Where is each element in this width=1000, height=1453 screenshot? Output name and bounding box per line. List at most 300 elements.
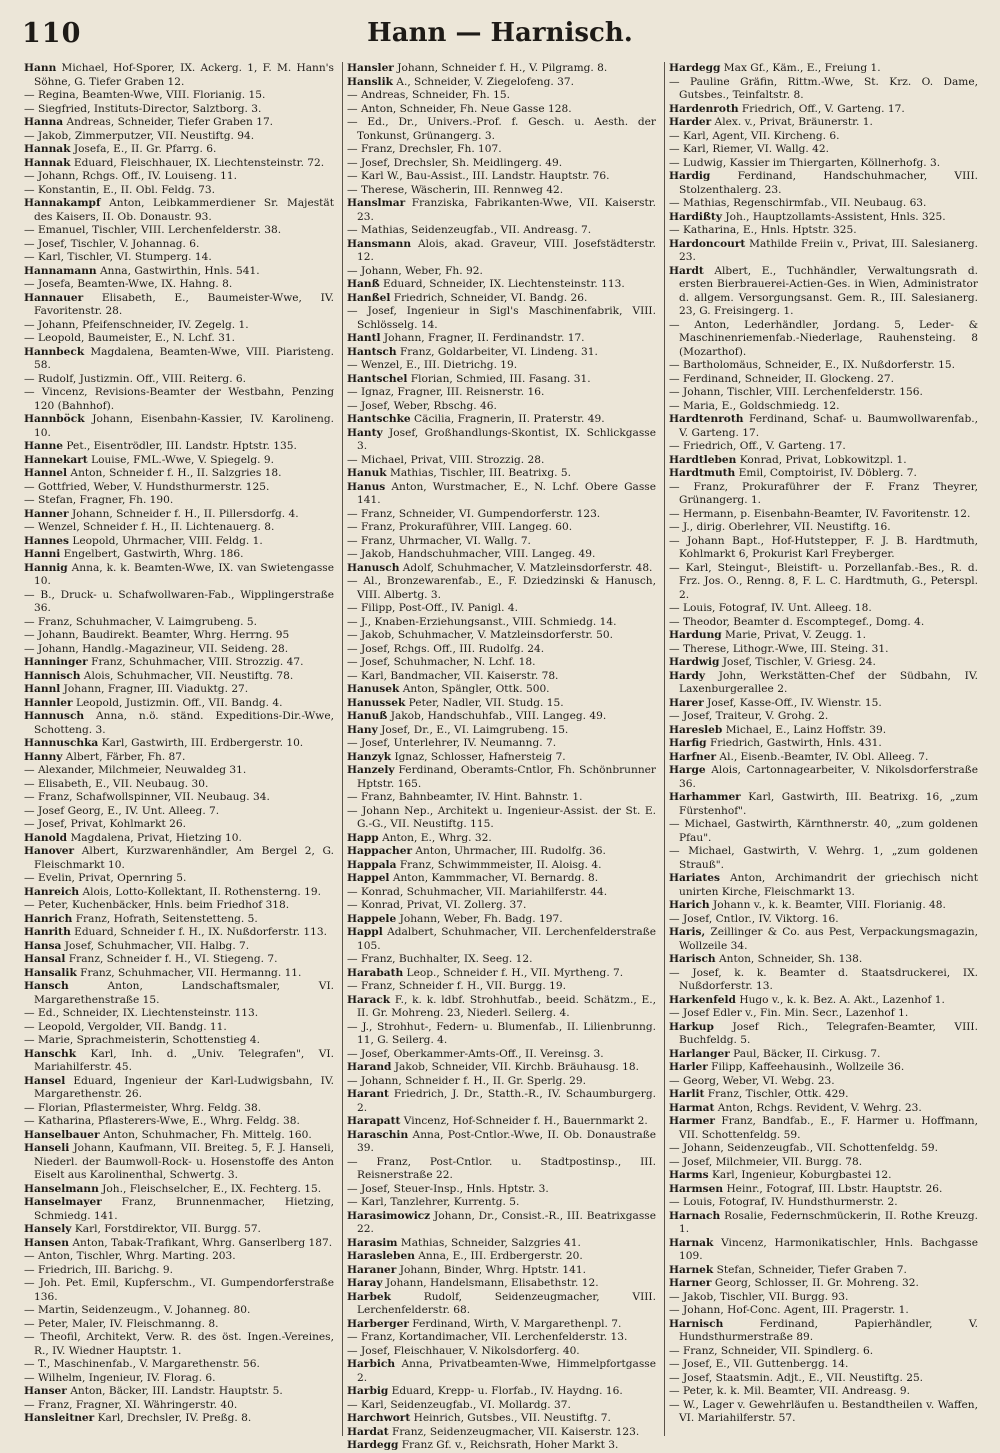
directory-entry: Harge Alois, Cartonnagearbeiter, V. Nikolsdorferstraße 36.	[669, 764, 978, 790]
entry-surname: Hanreich	[24, 885, 80, 898]
directory-entry: Hantl Johann, Fragner, II. Ferdinandstr. 17.	[347, 332, 585, 344]
directory-entry: Hansa Josef, Schuhmacher, VII. Halbg. 7.	[24, 939, 250, 952]
directory-entry: — Karl, Riemer, VI. Wallg. 42.	[669, 143, 829, 155]
page-header	[0, 0, 1000, 62]
directory-entry: — Karl, Seidenzeugfab., VI. Mollardg. 37.	[347, 1398, 571, 1411]
directory-entry: — Karl, Bandmacher, VII. Kaiserstr. 78.	[347, 669, 559, 682]
directory-entry: — Franz, Schneider f. H., VII. Burgg. 19.	[347, 980, 566, 992]
directory-entry: — Regina, Beamten-Wwe, VIII. Florianig. 15.	[24, 89, 266, 101]
page-number: 110	[22, 18, 82, 49]
entry-surname: Hannböck	[24, 413, 85, 425]
entry-surname: Hannekart	[24, 453, 88, 466]
entry-surname: Hardoncourt	[669, 237, 746, 250]
directory-entry: Harbek Rudolf, Seidenzeugmacher, VIII. Lerchenfelderstr. 68.	[347, 1290, 656, 1316]
directory-entry: — Georg, Weber, VI. Webg. 23.	[669, 1074, 835, 1087]
directory-entry: Happacher Anton, Uhrmacher, III. Rudolfg. 36.	[347, 845, 606, 857]
entry-surname: Haraschin	[347, 1128, 409, 1141]
entry-surname: Hansel	[24, 1074, 66, 1087]
directory-entry: Hanzyk Ignaz, Schlosser, Hafnersteig 7.	[347, 750, 566, 763]
directory-entry: — Franz, Schafwollspinner, VII. Neubaug. 34.	[24, 791, 270, 803]
entry-surname: Hanuk	[347, 467, 387, 479]
entry-surname: Hanover	[24, 845, 75, 857]
directory-entry: — Johann, Hof-Conc. Agent, III. Pragerstr. 1.	[669, 1304, 909, 1316]
running-head: Hann — Harnisch.	[367, 18, 633, 48]
entry-surname: Happala	[347, 858, 397, 871]
directory-entry: Harnisch Ferdinand, Papierhändler, V. Hundsthurmerstraße 89.	[669, 1317, 978, 1343]
entry-surname: Harasim	[347, 1236, 398, 1249]
entry-surname: Harkenfeld	[669, 993, 736, 1006]
entry-surname: Happl	[347, 926, 383, 938]
directory-entry: Harhammer Karl, Gastwirth, III. Beatrixg. 16, „zum Fürstenhof".	[669, 791, 978, 817]
directory-entry: — Johann, Weber, Fh. 92.	[347, 264, 483, 277]
directory-entry: — Ed., Dr., Univers.-Prof. f. Gesch. u. Aesth. der Tonkunst, Grünangerg. 3.	[347, 116, 656, 142]
directory-entry: — Johann, Schneider f. H., II. Gr. Sperlg. 29.	[347, 1074, 587, 1087]
directory-entry: — Bartholomäus, Schneider, E., IX. Nußdorferstr. 15.	[669, 359, 956, 371]
directory-entry: Harbig Eduard, Krepp- u. Florfab., IV. Haydng. 16.	[347, 1385, 623, 1397]
directory-entry: Hannler Leopold, Justizmin. Off., VII. Bandg. 4.	[24, 696, 283, 709]
directory-entry: Hannig Anna, k. k. Beamten-Wwe, IX. van Swietengasse 10.	[24, 561, 334, 587]
directory-entry: — Jakob, Zimmerputzer, VII. Neustiftg. 94.	[24, 129, 255, 142]
directory-entry: Harant Friedrich, J. Dr., Statth.-R., IV. Schaumburgerg. 2.	[347, 1088, 656, 1114]
directory-entry: — Martin, Seidenzeugm., V. Johanneg. 80.	[24, 1304, 251, 1316]
directory-entry: Hannak Eduard, Fleischhauer, IX. Liechtensteinstr. 72.	[24, 156, 325, 169]
directory-entry: Hardwig Josef, Tischler, V. Griesg. 24.	[669, 656, 876, 668]
directory-entry: Hany Josef, Dr., E., VI. Laimgrubeng. 15.	[347, 723, 569, 736]
entry-surname: Hanner	[24, 507, 69, 520]
directory-entry: Hannbeck Magdalena, Beamten-Wwe, VIII. Piaristeng. 58.	[24, 345, 334, 371]
directory-entry: Hansalik Franz, Schuhmacher, VII. Hermanng. 11.	[24, 966, 302, 979]
entry-surname: Hanslik	[347, 75, 393, 88]
directory-entry: Hansch Anton, Landschaftsmaler, VI. Margarethenstraße 15.	[24, 980, 334, 1006]
directory-entry: Harnak Vincenz, Harmonikatischler, Hnls. Bachgasse 109.	[669, 1236, 978, 1262]
entry-surname: Haraner	[347, 1263, 397, 1276]
entry-surname: Hansal	[24, 953, 66, 965]
directory-entry: — Josef, Staatsmin. Adjt., E., VII. Neustiftg. 25.	[669, 1371, 924, 1384]
entry-surname: Hannamann	[24, 264, 97, 277]
directory-entry: — Gottfried, Weber, V. Hundsthurmerstr. 125.	[24, 480, 270, 493]
entry-surname: Hardung	[669, 629, 722, 641]
entry-surname: Happ	[347, 831, 379, 844]
directory-entry: Happala Franz, Schwimmmeister, II. Aloisg. 4.	[347, 858, 602, 871]
entry-surname: Harder	[669, 116, 712, 128]
directory-entry: — Josef, Rchgs. Off., III. Rudolfg. 24.	[347, 642, 545, 655]
entry-surname: Hanold	[24, 831, 68, 844]
directory-entry: — Konrad, Privat, VI. Zollerg. 37.	[347, 899, 527, 911]
entry-surname: Hanser	[24, 1385, 67, 1397]
directory-entry: Hanni Engelbert, Gastwirth, Whrg. 186.	[24, 548, 244, 560]
directory-entry: Hardoncourt Mathilde Freiin v., Privat, III. Salesianerg. 23.	[669, 237, 978, 263]
directory-entry: Hardung Marie, Privat, V. Zeugg. 1.	[669, 629, 866, 641]
directory-entry: Hannekart Louise, FML.-Wwe, V. Spiegelg. 9.	[24, 453, 274, 466]
entry-surname: Harfig	[669, 737, 707, 749]
entry-surname: Harnek	[669, 1263, 714, 1276]
directory-entry: Hannuschka Karl, Gastwirth, III. Erdbergerstr. 10.	[24, 737, 304, 749]
directory-entry: — Franz, Bahnbeamter, IV. Hint. Bahnstr. 1.	[347, 791, 583, 803]
entry-surname: Harfner	[669, 750, 717, 763]
directory-entry: Hanuß Jakob, Handschuhfab., VIII. Langeg. 49.	[347, 710, 607, 722]
directory-entry: — Josef Edler v., Fin. Min. Secr., Lazenhof 1.	[669, 1007, 909, 1019]
entry-surname: Hanselmayer	[24, 1196, 102, 1208]
entry-surname: Hannusch	[24, 710, 85, 722]
entry-surname: Hanuß	[347, 710, 388, 722]
entry-surname: Hantschke	[347, 413, 411, 425]
directory-entry: — W., Lager v. Gewehrläufen u. Bestandtheilen v. Waffen, VI. Mariahilferstr. 57.	[669, 1398, 978, 1424]
directory-entry: Harchwort Heinrich, Gutsbes., VII. Neustiftg. 7.	[347, 1412, 611, 1424]
directory-entry: — Jakob, Handschuhmacher, VIII. Langeg. 49.	[347, 548, 596, 560]
directory-entry: — Leopold, Vergolder, VII. Bandg. 11.	[24, 1020, 227, 1033]
entry-surname: Hannel	[24, 467, 68, 479]
entry-surname: Harasimowicz	[347, 1209, 431, 1222]
directory-entry: — Therese, Lithogr.-Wwe, III. Steing. 31.	[669, 642, 889, 655]
directory-entry: — Stefan, Fragner, Fh. 190.	[24, 494, 174, 506]
directory-entry: Hanzely Ferdinand, Oberamts-Cntlor, Fh. Schönbrunner Hptstr. 165.	[347, 764, 656, 790]
directory-entry: — Louis, Fotograf, IV. Hundsthurmerstr. 2.	[669, 1196, 898, 1208]
directory-entry: — B., Druck- u. Schafwollwaren-Fab., Wipplingerstraße 36.	[24, 588, 334, 614]
entry-surname: Hanninger	[24, 656, 88, 668]
directory-entry: — Josef, Cntlor., IV. Viktorg. 16.	[669, 912, 839, 925]
directory-entry: — Josef, Ingenieur in Sigl's Maschinenfabrik, VIII. Schlösselg. 14.	[347, 305, 656, 331]
directory-entry: Harlanger Paul, Bäcker, II. Cirkusg. 7.	[669, 1047, 881, 1060]
directory-entry: Hannböck Johann, Eisenbahn-Kassier, IV. Karolineng. 10.	[24, 413, 334, 439]
entry-surname: Hansch	[24, 980, 69, 992]
directory-entry: — Josef, Drechsler, Sh. Meidlingerg. 49.	[347, 156, 563, 169]
directory-entry: Hanusek Anton, Spängler, Ottk. 500.	[347, 683, 550, 695]
directory-entry: — Franz, Prokuraführer, VIII. Langeg. 60.	[347, 521, 573, 533]
directory-entry: Hannauer Elisabeth, E., Baumeister-Wwe, IV. Favoritenstr. 28.	[24, 291, 334, 317]
directory-entry: Hannamann Anna, Gastwirthin, Hnls. 541.	[24, 264, 260, 277]
entry-surname: Hannuschka	[24, 737, 99, 749]
entry-surname: Harabath	[347, 966, 404, 979]
directory-entry: Hanreich Alois, Lotto-Kollektant, II. Rothensterng. 19.	[24, 885, 322, 898]
directory-entry: — Karl, Agent, VII. Kircheng. 6.	[669, 129, 840, 142]
directory-entry: — Karl, Steingut-, Bleistift- u. Porzellanfab.-Bes., R. d. Frz. Jos. O., Renng. 8, F. L. C. Hardtmuth, G., Peterspl. 2.	[669, 561, 978, 601]
entry-surname: Hansmann	[347, 237, 412, 250]
entry-surname: Harkup	[669, 1020, 714, 1033]
entry-surname: Hannakampf	[24, 197, 101, 209]
directory-entry: Harder Alex. v., Privat, Bräunerstr. 1.	[669, 116, 873, 128]
directory-entry: — Konstantin, E., II. Obl. Feldg. 73.	[24, 183, 215, 196]
directory-entry: Hansal Franz, Schneider f. H., VI. Stiegeng. 7.	[24, 953, 278, 965]
directory-entry: — Louis, Fotograf, IV. Unt. Alleeg. 18.	[669, 602, 872, 614]
directory-entry: — Josefa, Beamten-Wwe, IX. Hahng. 8.	[24, 278, 233, 290]
directory-entry: Haray Johann, Handelsmann, Elisabethstr. 12.	[347, 1277, 599, 1289]
directory-entry: — Josef, Traiteur, V. Grohg. 2.	[669, 710, 829, 722]
entry-surname: Hanrich	[24, 912, 73, 925]
directory-entry: Harand Jakob, Schneider, VII. Kirchb. Bräuhausg. 18.	[347, 1061, 640, 1073]
entry-surname: Harge	[669, 764, 706, 776]
directory-entry: Happ Anton, E., Whrg. 32.	[347, 831, 492, 844]
entry-surname: Hanusek	[347, 683, 400, 695]
directory-entry: — Ludwig, Kassier im Thiergarten, Köllnerhofg. 3.	[669, 156, 941, 169]
directory-entry: — Pauline Gräfin, Rittm.-Wwe, St. Krz. O. Dame, Gutsbes., Teinfaltstr. 8.	[669, 75, 978, 101]
entry-surname: Hansa	[24, 939, 62, 952]
directory-entry: — Wenzel, E., III. Dietrichg. 19.	[347, 359, 518, 371]
directory-entry: — Anton, Schneider, Fh. Neue Gasse 128.	[347, 102, 572, 115]
entry-surname: Happel	[347, 872, 390, 884]
directory-entry: — Ferdinand, Schneider, II. Glockeng. 27.	[669, 372, 895, 385]
entry-surname: Hanßel	[347, 291, 391, 304]
directory-entry: — Theofil, Architekt, Verw. R. des öst. Ingen.-Vereines, R., IV. Wiedner Hauptstr. 1.	[24, 1331, 334, 1357]
directory-entry: Harabath Leop., Schneider f. H., VII. Myrtheng. 7.	[347, 966, 624, 979]
directory-entry: Harack F., k. k. ldbf. Strohhutfab., beeid. Schätzm., E., II. Gr. Mohreng. 23, Niederl. Seilerg. 4.	[347, 993, 656, 1019]
entry-surname: Hardtenroth	[669, 413, 744, 425]
directory-entry: — Franz, Prokuraführer der F. Franz Theyrer, Grünangerg. 1.	[669, 480, 978, 506]
directory-entry: — Marie, Sprachmeisterin, Schottenstieg 4.	[24, 1034, 261, 1046]
directory-entry: — Franz, Buchhalter, IX. Seeg. 12.	[347, 953, 533, 965]
directory-entry: Hanseli Johann, Kaufmann, VII. Breiteg. 5, F. J. Hanseli, Niederl. der Baumwoll-Rock- u. Hosenstoffe des Anton Eiselt aus Karolinenthal, Schwertg. 3.	[24, 1142, 334, 1181]
directory-entry: Hardat Franz, Seidenzeugmacher, VII. Kaiserstr. 123.	[347, 1425, 640, 1438]
directory-entry: Hannes Leopold, Uhrmacher, VIII. Feldg. 1.	[24, 534, 263, 547]
directory-entry: Haraschin Anna, Post-Cntlor.-Wwe, II. Ob. Donaustraße 39.	[347, 1128, 656, 1154]
directory-entry: — Hermann, p. Eisenbahn-Beamter, IV. Favoritenstr. 12.	[669, 507, 971, 520]
directory-entry: — Josef, Privat, Kohlmarkt 26.	[24, 818, 186, 830]
directory-entry: — Michael, Privat, VIII. Strozzig. 28.	[347, 453, 545, 466]
directory-entry: — Karl W., Bau-Assist., III. Landstr. Hauptstr. 76.	[347, 170, 610, 182]
entry-surname: Happacher	[347, 845, 413, 857]
entry-surname: Harbich	[347, 1358, 396, 1370]
entry-surname: Hardegg	[669, 62, 721, 74]
directory-entry: Hanselmann Joh., Fleischselcher, E., IX. Fechterg. 15.	[24, 1182, 322, 1195]
entry-surname: Hanus	[347, 480, 386, 493]
entry-surname: Hardtmuth	[669, 467, 736, 479]
directory-entry: — Therese, Wäscherin, III. Rennweg 42.	[347, 183, 564, 196]
directory-entry: — Josef, Milchmeier, VII. Burgg. 78.	[669, 1155, 863, 1168]
directory-entry: Hardtleben Konrad, Privat, Lobkowitzpl. 1.	[669, 453, 907, 466]
entry-surname: Harapatt	[347, 1115, 401, 1127]
directory-entry: — Karl, Tanzlehrer, Kurrentg. 5.	[347, 1196, 520, 1208]
directory-entry: — Johann Nep., Architekt u. Ingenieur-Assist. der St. E. G.-G., VII. Neustiftg. 115.	[347, 804, 656, 830]
directory-entry: Hanover Albert, Kurzwarenhändler, Am Bergel 2, G. Fleischmarkt 10.	[24, 845, 334, 871]
directory-entry: — Florian, Pflastermeister, Whrg. Feldg. 38.	[24, 1101, 262, 1114]
directory-entry: — Josef, Fleischhauer, V. Nikolsdorferg. 40.	[347, 1344, 580, 1357]
entry-surname: Hanzely	[347, 764, 395, 776]
directory-entry: Hannisch Alois, Schuhmacher, VII. Neustiftg. 78.	[24, 669, 294, 682]
directory-entry: — Rudolf, Justizmin. Off., VIII. Reiterg. 6.	[24, 372, 247, 385]
directory-entry: — Konrad, Schuhmacher, VII. Mariahilferstr. 44.	[347, 885, 608, 898]
directory-entry: Harmer Franz, Bandfab., E., F. Harmer u. Hoffmann, VII. Schottenfeldg. 59.	[669, 1115, 978, 1141]
entry-surname: Hanselbauer	[24, 1128, 100, 1141]
directory-entry: Harnek Stefan, Schneider, Tiefer Graben 7.	[669, 1263, 907, 1276]
directory-entry: — Mathias, Regenschirmfab., VII. Neubaug. 63.	[669, 197, 927, 209]
directory-entry: Hanselbauer Anton, Schuhmacher, Fh. Mittelg. 160.	[24, 1128, 312, 1141]
directory-entry: — Katharina, E., Hnls. Hptstr. 325.	[669, 224, 857, 236]
directory-entry: Harnach Rosalie, Federnschmückerin, II. Rothe Kreuzg. 1.	[669, 1209, 978, 1235]
entry-surname: Haresleb	[669, 723, 723, 736]
directory-entry: Hardig Ferdinand, Handschuhmacher, VIII. Stolzenthalerg. 23.	[669, 170, 978, 196]
directory-entry: Hanschk Karl, Inh. d. „Univ. Telegrafen", VI. Mariahilferstr. 45.	[24, 1047, 334, 1073]
entry-surname: Harnisch	[669, 1317, 724, 1330]
directory-entry: Hanussek Peter, Nadler, VII. Studg. 15.	[347, 696, 564, 709]
entry-surname: Harbig	[347, 1385, 389, 1397]
entry-surname: Hantsch	[347, 345, 397, 358]
directory-columns	[20, 62, 980, 1451]
directory-entry: Hanselmayer Franz, Brunnenmacher, Hietzing, Schmiedg. 141.	[24, 1196, 334, 1222]
directory-entry: Hanninger Franz, Schuhmacher, VIII. Strozzig. 47.	[24, 656, 304, 668]
directory-entry: Hanrith Eduard, Schneider f. H., IX. Nußdorferstr. 113.	[24, 926, 328, 938]
directory-entry: Hansler Johann, Schneider f. H., V. Pilgramg. 8.	[347, 62, 608, 74]
directory-entry: — Franz, Fragner, XI. Währingerstr. 40.	[24, 1398, 238, 1411]
directory-entry: — Franz, Schneider, VII. Spindlerg. 6.	[669, 1344, 874, 1357]
directory-entry: — Andreas, Schneider, Fh. 15.	[347, 89, 510, 101]
entry-surname: Harich	[669, 899, 710, 911]
entry-surname: Hany	[347, 723, 378, 736]
directory-entry: — Joh. Pet. Emil, Kupferschm., VI. Gumpendorferstraße 136.	[24, 1277, 334, 1303]
directory-entry: — Anton, Tischler, Whrg. Marting. 203.	[24, 1250, 236, 1262]
directory-entry: — Johann, Baudirekt. Beamter, Whrg. Herrng. 95	[24, 629, 290, 641]
directory-entry: — Ed., Schneider, IX. Liechtensteinstr. 113.	[24, 1007, 259, 1019]
entry-surname: Hanty	[347, 426, 383, 439]
entry-surname: Hanna	[24, 116, 64, 128]
directory-entry: — Anton, Lederhändler, Jordang. 5, Leder- & Maschinenriemenfab.-Niederlage, Rauhensteing. 8 (Mozarthof).	[669, 318, 978, 358]
directory-entry: Harkup Josef Rich., Telegrafen-Beamter, VIII. Buchfeldg. 5.	[669, 1020, 978, 1046]
directory-entry: Hardißty Joh., Hauptzollamts-Assistent, Hnls. 325.	[669, 210, 946, 223]
directory-entry: — Josef, E., VII. Guttenbergg. 14.	[669, 1358, 849, 1370]
directory-column-3	[664, 62, 980, 1436]
directory-entry: — Josef, Weber, Rbschg. 46.	[347, 399, 497, 412]
directory-entry: Hannl Johann, Fragner, III. Viaduktg. 27.	[24, 683, 249, 695]
directory-entry: Hardenroth Friedrich, Off., V. Garteng. 17.	[669, 102, 905, 115]
directory-entry: — Franz, Kortandimacher, VII. Lerchenfelderstr. 13.	[347, 1331, 628, 1343]
entry-surname: Hardegg	[347, 1439, 399, 1451]
directory-entry: Harmat Anton, Rchgs. Revident, V. Wehrg. 23.	[669, 1101, 922, 1114]
entry-surname: Harberger	[347, 1317, 409, 1330]
directory-entry: Hanold Magdalena, Privat, Hietzing 10.	[24, 831, 242, 844]
directory-entry: Hannusch Anna, n.ö. ständ. Expeditions-Dir.-Wwe, Schotteng. 3.	[24, 710, 334, 736]
entry-surname: Hann	[24, 62, 57, 74]
entry-surname: Hanseli	[24, 1142, 70, 1154]
entry-surname: Harer	[669, 696, 704, 709]
directory-entry: — Johann, Pfeifenschneider, IV. Zegelg. 1.	[24, 318, 249, 331]
entry-surname: Harmat	[669, 1101, 715, 1114]
directory-entry: — Johann, Seidenzeugfab., VII. Schottenfeldg. 59.	[669, 1142, 938, 1154]
entry-surname: Harlit	[669, 1088, 705, 1100]
directory-entry: Hansel Eduard, Ingenieur der Karl-Ludwigsbahn, IV. Margarethenstr. 26.	[24, 1074, 334, 1100]
entry-surname: Hannisch	[24, 669, 81, 682]
directory-entry: Hanty Josef, Großhandlungs-Skontist, IX. Schlickgasse 3.	[347, 426, 656, 452]
entry-surname: Hanni	[24, 548, 61, 560]
directory-entry: Hantschke Cäcilia, Fragnerin, II. Praterstr. 49.	[347, 413, 605, 425]
directory-entry: — Josef, Unterlehrer, IV. Neumanng. 7.	[347, 737, 557, 749]
entry-surname: Harchwort	[347, 1412, 411, 1424]
entry-surname: Hannauer	[24, 291, 84, 304]
directory-entry: — Josef, Tischler, V. Johannag. 6.	[24, 237, 200, 250]
directory-entry: Harler Filipp, Kaffeehausinh., Wollzeile 36.	[669, 1061, 905, 1073]
directory-entry: — Johann, Rchgs. Off., IV. Louiseng. 11.	[24, 170, 237, 182]
entry-surname: Harms	[669, 1169, 709, 1181]
entry-surname: Hanschk	[24, 1047, 77, 1060]
directory-entry: — T., Maschinenfab., V. Margarethenstr. 56.	[24, 1358, 260, 1370]
directory-entry: Hardegg Max Gf., Käm., E., Freiung 1.	[669, 62, 881, 74]
entry-surname: Hardat	[347, 1425, 389, 1438]
entry-surname: Harisch	[669, 953, 716, 965]
directory-entry: Hann Michael, Hof-Sporer, IX. Ackerg. 1, F. M. Hann's Söhne, G. Tiefer Graben 12.	[24, 62, 334, 88]
directory-entry: — Franz, Drechsler, Fh. 107.	[347, 143, 502, 155]
directory-entry: Hanusch Adolf, Schuhmacher, V. Matzleinsdorferstr. 48.	[347, 561, 653, 574]
entry-surname: Harler	[669, 1061, 708, 1073]
directory-entry: Hanrich Franz, Hofrath, Seitenstetteng. 5.	[24, 912, 258, 925]
directory-entry: — Franz, Post-Cntlor. u. Stadtpostinsp., III. Reisnerstraße 22.	[347, 1155, 656, 1181]
directory-entry: Hansleitner Karl, Drechsler, IV. Preßg. 8.	[24, 1412, 252, 1424]
directory-entry: Harasleben Anna, E., III. Erdbergerstr. 20.	[347, 1250, 583, 1262]
directory-entry: Hanner Johann, Schneider f. H., II. Pillersdorfg. 4.	[24, 507, 299, 520]
directory-entry: — Johann, Tischler, VIII. Lerchenfelderstr. 156.	[669, 386, 923, 398]
directory-entry: Hardy John, Werkstätten-Chef der Südbahn, IV. Laxenburgerallee 2.	[669, 669, 978, 695]
directory-entry: — Johann Bapt., Hof-Hutstepper, F. J. B. Hardtmuth, Kohlmarkt 6, Prokurist Karl Freyberger.	[669, 534, 978, 560]
directory-entry: — Ignaz, Fragner, III. Reisnerstr. 16.	[347, 386, 545, 398]
entry-surname: Hardenroth	[669, 102, 739, 115]
directory-column-1	[20, 62, 336, 1436]
directory-entry: Hannak Josefa, E., II. Gr. Pfarrg. 6.	[24, 143, 217, 155]
directory-entry: — Alexander, Milchmeier, Neuwaldeg 31.	[24, 764, 247, 776]
directory-entry: — Peter, k. k. Mil. Beamter, VII. Andreasg. 9.	[669, 1385, 911, 1397]
directory-entry: Harms Karl, Ingenieur, Koburgbastei 12.	[669, 1169, 892, 1181]
directory-entry: Harkenfeld Hugo v., k. k. Bez. A. Akt., Lazenhof 1.	[669, 993, 945, 1006]
directory-entry: Hardegg Franz Gf. v., Reichsrath, Hoher Markt 3.	[347, 1439, 619, 1451]
directory-entry: Harasim Mathias, Schneider, Salzgries 41.	[347, 1236, 581, 1249]
entry-surname: Hardt	[669, 264, 704, 277]
entry-surname: Hansalik	[24, 966, 77, 979]
entry-surname: Haris,	[669, 926, 706, 938]
directory-entry: — Jakob, Tischler, VII. Burgg. 93.	[669, 1290, 849, 1303]
entry-surname: Harmsen	[669, 1182, 724, 1195]
directory-entry: — J., Knaben-Erziehungsanst., VIII. Schmiedg. 14.	[347, 615, 617, 628]
directory-entry: Hantsch Franz, Goldarbeiter, VI. Lindeng. 31.	[347, 345, 598, 358]
directory-entry: Happel Anton, Kammmacher, VI. Bernardg. 8.	[347, 872, 599, 884]
directory-entry: — Franz, Uhrmacher, VI. Wallg. 7.	[347, 534, 531, 547]
directory-entry: Hariates Anton, Archimandrit der griechisch nicht unirten Kirche, Fleischmarkt 13.	[669, 872, 978, 898]
directory-entry: — J., Strohhut-, Federn- u. Blumenfab., II. Lilienbrunng. 11, G. Seilerg. 4.	[347, 1020, 656, 1046]
entry-surname: Hanzyk	[347, 750, 392, 763]
directory-entry: — Wenzel, Schneider f. H., II. Lichtenauerg. 8.	[24, 521, 275, 533]
entry-surname: Hardtleben	[669, 453, 737, 466]
entry-surname: Hansely	[24, 1223, 72, 1235]
directory-entry: — Wilhelm, Ingenieur, IV. Florag. 6.	[24, 1371, 216, 1384]
entry-surname: Hansler	[347, 62, 394, 74]
entry-surname: Hanselmann	[24, 1182, 99, 1195]
directory-entry: — Filipp, Post-Off., IV. Panigl. 4.	[347, 602, 518, 614]
directory-entry: Haresleb Michael, E., Lainz Hoffstr. 39.	[669, 723, 887, 736]
entry-surname: Harhammer	[669, 791, 741, 803]
entry-surname: Harner	[669, 1277, 712, 1289]
entry-surname: Hanussek	[347, 696, 406, 709]
directory-entry: — Michael, Gastwirth, V. Wehrg. 1, „zum goldenen Strauß".	[669, 845, 978, 871]
directory-entry: Harfig Friedrich, Gastwirth, Hnls. 431.	[669, 737, 882, 749]
directory-entry: Happele Johann, Weber, Fh. Badg. 197.	[347, 912, 563, 925]
directory-entry: — Vincenz, Revisions-Beamter der Westbahn, Penzing 120 (Bahnhof).	[24, 386, 334, 412]
directory-entry: Harmsen Heinr., Fotograf, III. Lbstr. Hauptstr. 26.	[669, 1182, 943, 1195]
directory-entry: Hanny Albert, Färber, Fh. 87.	[24, 750, 186, 763]
directory-entry: — Friedrich, III. Barichg. 9.	[24, 1263, 173, 1276]
entry-surname: Hantl	[347, 332, 381, 344]
entry-surname: Harnak	[669, 1236, 714, 1249]
entry-surname: Harant	[347, 1088, 389, 1100]
directory-entry: — Leopold, Baumeister, E., N. Lchf. 31.	[24, 332, 236, 344]
entry-surname: Hariates	[669, 872, 720, 884]
entry-surname: Hannler	[24, 696, 73, 709]
directory-entry: — Franz, Schuhmacher, V. Laimgrubeng. 5.	[24, 615, 257, 628]
directory-entry: Happl Adalbert, Schuhmacher, VII. Lerchenfelderstraße 105.	[347, 926, 656, 952]
directory-entry: Harfner Al., Eisenb.-Beamter, IV. Obl. Alleeg. 7.	[669, 750, 929, 763]
directory-entry: Haris, Zeillinger & Co. aus Pest, Verpackungsmagazin, Wollzeile 34.	[669, 926, 978, 952]
directory-entry: — Josef, Steuer-Insp., Hnls. Hptstr. 3.	[347, 1182, 549, 1195]
entry-surname: Harnach	[669, 1209, 721, 1222]
directory-entry: Hanna Andreas, Schneider, Tiefer Graben 17.	[24, 116, 274, 128]
directory-entry: — Siegfried, Instituts-Director, Salztborg. 3.	[24, 102, 262, 115]
entry-surname: Hanrith	[24, 926, 71, 938]
directory-entry: — Katharina, Pflasterers-Wwe, E., Whrg. Feldg. 38.	[24, 1115, 300, 1127]
directory-entry: — Johann, Handlg.-Magazineur, VII. Seideng. 28.	[24, 642, 289, 655]
directory-entry: Hanslik A., Schneider, V. Ziegelofeng. 37.	[347, 75, 574, 88]
